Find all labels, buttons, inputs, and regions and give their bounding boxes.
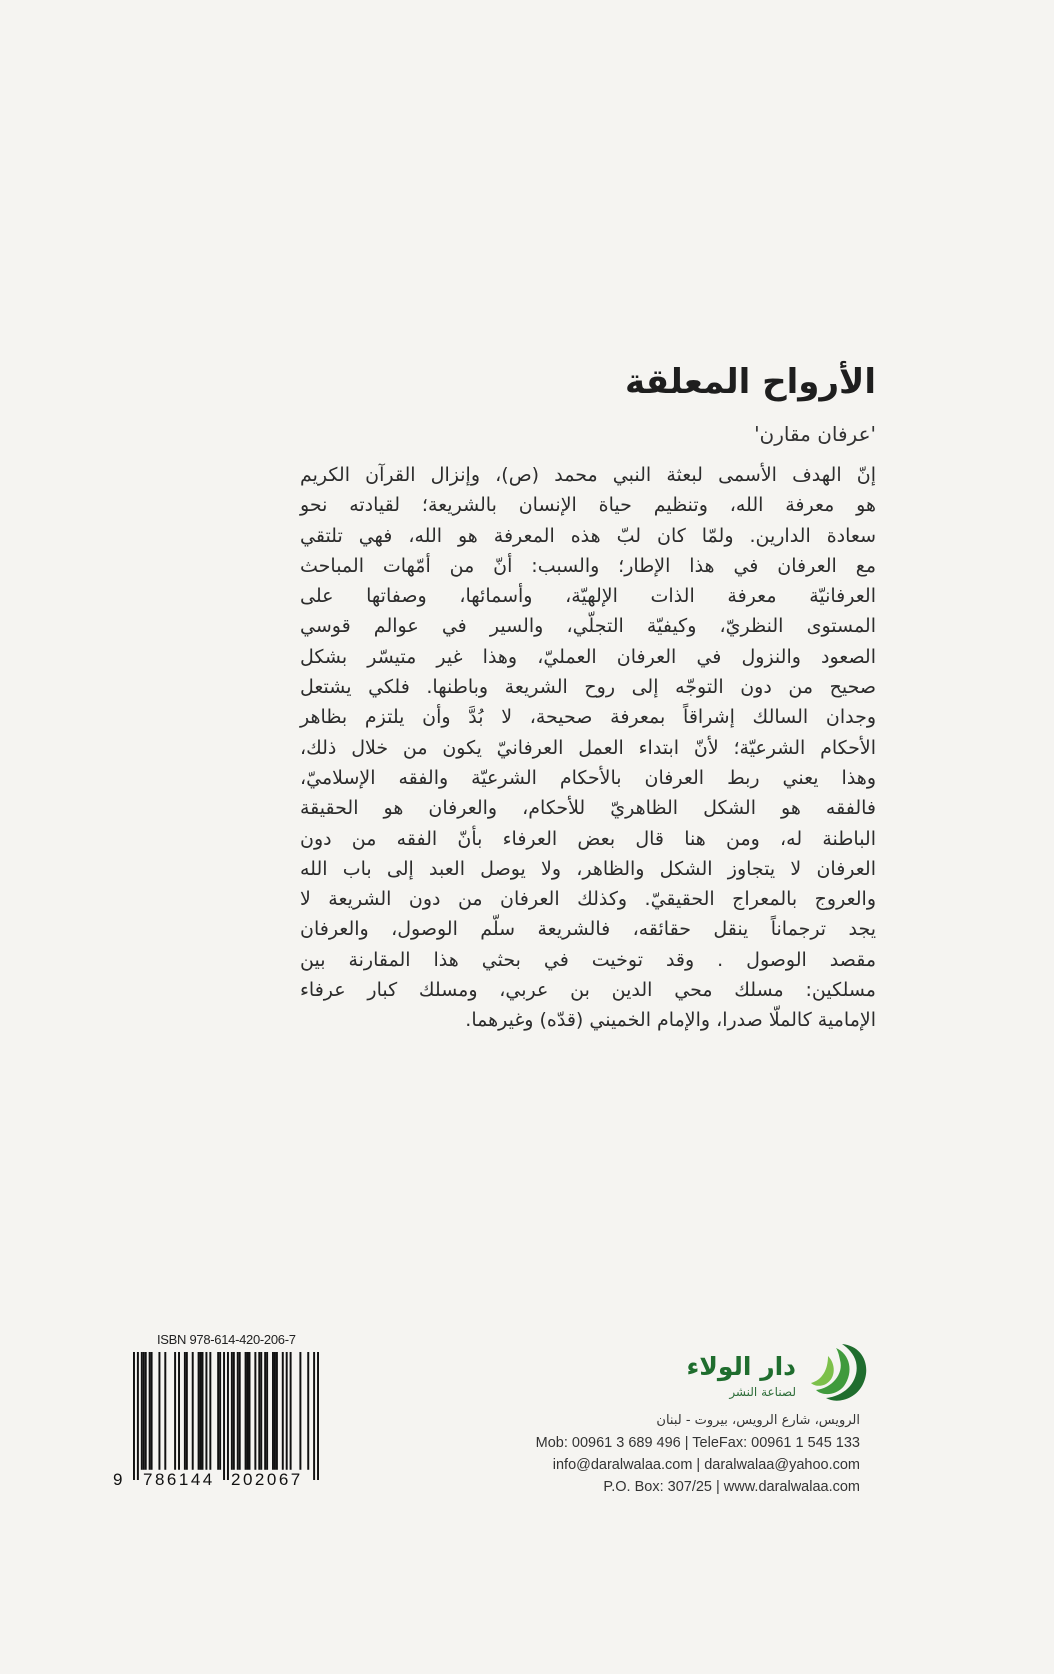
blurb-line: وجدان السالك إشراقاً بمعرفة صحيحة، لا بُدَّ وأن يلتزم بظاهر (300, 706, 876, 729)
barcode-first-digit: 9 (113, 1470, 125, 1489)
barcode-bar (141, 1352, 143, 1470)
barcode-bar (276, 1352, 278, 1470)
barcode-bar (264, 1352, 266, 1470)
blurb-line: يجد ترجماناً ينقل حقائقه، فالشريعة سلّم الوصول، والعرفان (300, 918, 876, 941)
blurb-line: الإمامية كالملّا صدرا، والإمام الخميني (قدّه) وغيرهما. (465, 1009, 876, 1032)
blurb-line: والعروج بالمعراج الحقيقيّ. وكذلك العرفان من دون الشريعة لا (300, 888, 876, 911)
barcode-bar (200, 1352, 202, 1470)
barcode-bar (198, 1352, 200, 1470)
barcode-bar (274, 1352, 276, 1470)
barcode-bar (186, 1352, 188, 1470)
publisher-phones: Mob: 00961 3 689 496 | TeleFax: 00961 1 545 133 (535, 1435, 860, 1451)
barcode-bar (258, 1352, 260, 1470)
blurb-line: الباطنة له، ومن هنا قال بعض العرفاء بأنّ الفقه من دون (300, 827, 876, 850)
barcode-bar (174, 1352, 176, 1470)
barcode-right-group: 202067 (231, 1470, 303, 1489)
blurb-line: العرفانيّة معرفة الذات الإلهيّة، وأسمائها، وصفاتها على (300, 585, 876, 608)
blurb-line: الصعود والنزول في العرفان العمليّ، وهذا غير متيسّر بشكل (300, 645, 876, 668)
barcode-bar (237, 1352, 239, 1470)
barcode-bar (282, 1352, 284, 1470)
barcode-bar (223, 1352, 225, 1480)
blurb-line: فالفقه هو الشكل الظاهريّ للأحكام، والعرفان هو الحقيقة (300, 797, 876, 820)
barcode-bar (299, 1352, 301, 1470)
blurb-line: صحيح من دون التوجّه إلى روح الشريعة وباطنها. فلكي يشتعل (300, 676, 876, 699)
publisher-logo-icon (806, 1340, 872, 1406)
publisher-tagline: لصناعة النشر (729, 1385, 796, 1399)
blurb-line: مع العرفان في هذا الإطار؛ والسبب: أنّ من أمّهات المباحث (300, 554, 876, 577)
barcode-bar (143, 1352, 145, 1470)
barcode-bar (227, 1352, 229, 1480)
barcode-bar (145, 1352, 147, 1470)
barcode-bar (254, 1352, 256, 1470)
blurb-line: وهذا يعني ربط العرفان بالأحكام الشرعيّة والفقه الإسلاميّ، (300, 766, 876, 789)
barcode-bar (245, 1352, 247, 1470)
barcode-bar (286, 1352, 288, 1470)
isbn-label: ISBN 978-614-420-206-7 (157, 1332, 296, 1347)
barcode-bar (184, 1352, 186, 1470)
blurb-line: الأحكام الشرعيّة؛ لأنّ ابتداء العمل العرفانيّ يكون من خلال ذلك، (300, 736, 876, 759)
blurb-line: مسلكين: مسلك محي الدين بن عربي، ومسلك كبار عرفاء (300, 979, 876, 1002)
barcode-bar (307, 1352, 309, 1470)
barcode-bar (202, 1352, 204, 1470)
blurb-line: سعادة الدارين. ولمّا كان لبّ هذه المعرفة هو الله، فهي تلتقي (300, 524, 876, 547)
blurb-line: إنّ الهدف الأسمى لبعثة النبي محمد (ص)، وإنزال القرآن الكريم (300, 464, 876, 486)
barcode-bar (137, 1352, 139, 1480)
barcode-bar (205, 1352, 207, 1470)
publisher-po-website: P.O. Box: 307/25 | www.daralwalaa.com (603, 1479, 860, 1495)
barcode-bar (178, 1352, 180, 1470)
publisher-name: دار الولاء (686, 1352, 796, 1381)
barcode-bar (209, 1352, 211, 1470)
barcode-bar (272, 1352, 274, 1470)
barcode-bar (164, 1352, 166, 1470)
book-title: الأرواح المعلقة (624, 362, 876, 402)
barcode-bar (317, 1352, 319, 1480)
publisher-address: الرويس، شارع الرويس، بيروت - لبنان (656, 1413, 860, 1428)
barcode-bar (151, 1352, 153, 1470)
publisher-contact (536, 1410, 860, 1498)
barcode-bar (290, 1352, 292, 1470)
barcode-bar (217, 1352, 219, 1470)
barcode-bar (158, 1352, 160, 1470)
barcode-bar (247, 1352, 249, 1470)
publisher-emails: info@daralwalaa.com | daralwalaa@yahoo.com (552, 1457, 860, 1473)
blurb (300, 460, 876, 1036)
barcode-bar (149, 1352, 151, 1470)
barcode-bar (249, 1352, 251, 1470)
barcode-bar (219, 1352, 221, 1470)
blurb-line: العرفان لا يتجاوز الشكل والظاهر، ولا يوصل العبد إلى باب الله (300, 857, 876, 880)
barcode-bar (133, 1352, 135, 1480)
book-subtitle: 'عرفان مقارن' (754, 422, 876, 446)
barcode-bar (239, 1352, 241, 1470)
barcode (133, 1352, 319, 1480)
barcode-bar (313, 1352, 315, 1480)
barcode-bar (192, 1352, 194, 1470)
barcode-bar (266, 1352, 268, 1470)
barcode-bar (231, 1352, 233, 1470)
barcode-bar (260, 1352, 262, 1470)
blurb-line: هو معرفة الله، وتنظيم حياة الإنسان بالشريعة؛ لقيادته نحو (300, 494, 876, 517)
blurb-line: المستوى النظريّ، وكيفيّة التجلّي، والسير في عوالم قوسي (300, 615, 876, 638)
barcode-left-group: 786144 (143, 1470, 215, 1489)
barcode-bar (233, 1352, 235, 1470)
blurb-line: مقصد الوصول . وقد توخيت في بحثي هذا المقارنة بين (300, 948, 876, 971)
